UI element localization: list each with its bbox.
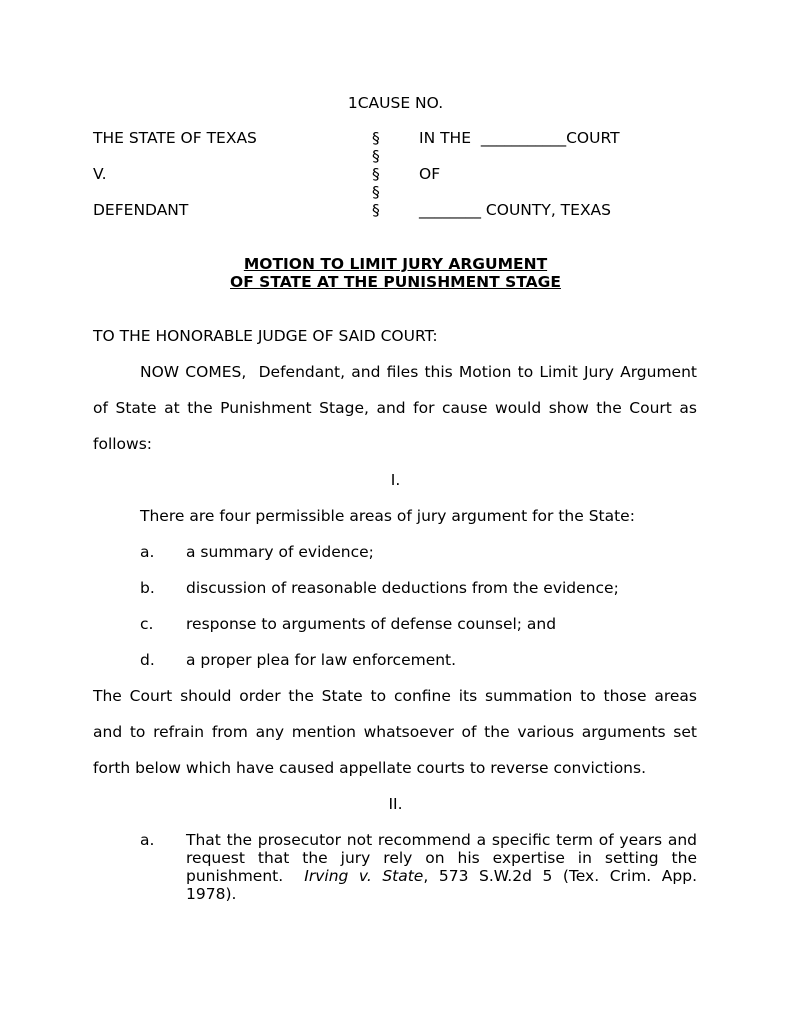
section-mark: § [372, 183, 380, 201]
conclusion-line-1: The Court should order the State to confine its summation to those areas [93, 687, 697, 705]
intro-line-3: follows: [93, 435, 153, 453]
caption-county: ________ COUNTY, TEXAS [419, 201, 612, 219]
motion-title-line-2: OF STATE AT THE PUNISHMENT STAGE [230, 273, 561, 291]
list-item: discussion of reasonable deductions from the evidence; [186, 579, 619, 597]
intro-line-2: of State at the Punishment Stage, and for cause would show the Court as [93, 399, 697, 417]
section-heading-1: I. [390, 471, 401, 489]
list-item: a proper plea for law enforcement. [186, 651, 457, 669]
item-a-line-4: 1978). [186, 885, 237, 903]
section-mark: § [372, 165, 380, 183]
conclusion-line-2: and to refrain from any mention whatsoever of the various arguments set [93, 723, 697, 741]
salutation: TO THE HONORABLE JUDGE OF SAID COURT: [93, 327, 438, 345]
item-a-text: punishment. [186, 867, 305, 885]
conclusion-line-3: forth below which have caused appellate courts to reverse convictions. [93, 759, 647, 777]
list-marker: b. [140, 579, 155, 597]
item-a-citation: , 573 S.W.2d 5 (Tex. Crim. App. [423, 867, 698, 885]
caption-of: OF [419, 165, 441, 183]
section-1-lead: There are four permissible areas of jury argument for the State: [140, 507, 635, 525]
caption-court: IN THE ___________COURT [419, 129, 620, 147]
caption-defendant: DEFENDANT [93, 201, 189, 219]
case-citation: Irving v. State [304, 867, 424, 885]
item-a-line-2: request that the jury rely on his expertise in setting the [186, 849, 697, 867]
list-marker: c. [140, 615, 154, 633]
list-marker: a. [140, 831, 155, 849]
item-a-line-3 [186, 867, 697, 885]
section-heading-2: II. [388, 795, 403, 813]
section-2-item-a [186, 831, 697, 903]
section-mark: § [372, 201, 380, 219]
intro-line-1: NOW COMES, Defendant, and files this Motion to Limit Jury Argument [140, 363, 697, 381]
section-mark: § [372, 129, 380, 147]
list-marker: d. [140, 651, 155, 669]
section-mark: § [372, 147, 380, 165]
list-item: a summary of evidence; [186, 543, 374, 561]
list-item: response to arguments of defense counsel; and [186, 615, 557, 633]
caption-state: THE STATE OF TEXAS [93, 129, 257, 147]
caption-versus: V. [93, 165, 107, 183]
item-a-line-1: That the prosecutor not recommend a specific term of years and [186, 831, 697, 849]
cause-number: 1CAUSE NO. [347, 94, 444, 112]
list-marker: a. [140, 543, 155, 561]
motion-title-line-1: MOTION TO LIMIT JURY ARGUMENT [243, 255, 548, 273]
